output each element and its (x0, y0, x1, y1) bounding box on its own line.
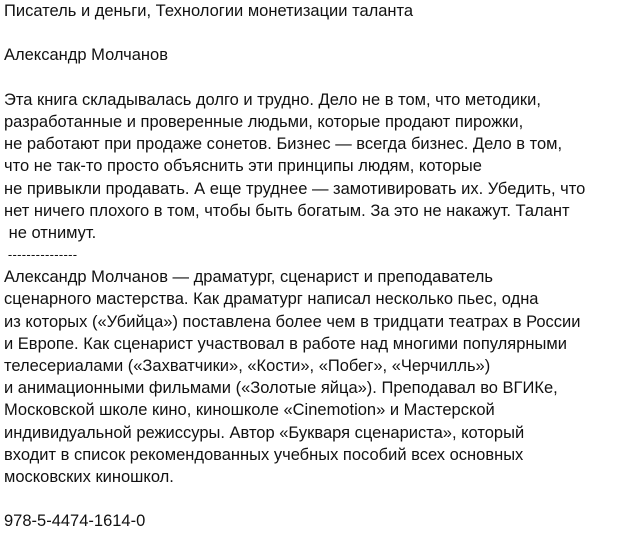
spacer (4, 22, 629, 44)
author-bio-paragraph (4, 266, 629, 488)
bio-line: индивидуальной режиссуры. Автор «Букваря сценариста», который (4, 423, 525, 442)
annotation-line: Эта книга складывалась долго и трудно. Дело не в том, что методики, (4, 90, 541, 109)
bio-line: и Европе. Как сценарист участвовал в работе над многими популярными (4, 334, 567, 353)
bio-line: Александр Молчанов — драматург, сценарист и преподаватель (4, 268, 493, 287)
book-author: Александр Молчанов (4, 46, 168, 65)
bio-line: входит в список рекомендованных учебных пособий всех основных (4, 445, 524, 464)
spacer (4, 67, 629, 89)
bio-line: московских киношкол. (4, 468, 174, 487)
document-body (4, 0, 629, 533)
bio-line: телесериалами («Захватчики», «Кости», «Побег», «Черчилль») (4, 357, 491, 376)
bio-line: и анимационными фильмами («Золотые яйца»). Преподавал во ВГИКе, (4, 379, 558, 398)
section-separator: --------------- (4, 247, 78, 263)
annotation-paragraph (4, 89, 629, 244)
annotation-line: не привыкли продавать. А еще труднее — замотивировать их. Убедить, что (4, 179, 586, 198)
annotation-line: не работают при продаже сонетов. Бизнес — всегда бизнес. Дело в том, (4, 135, 563, 154)
spacer (4, 488, 629, 510)
annotation-line: разработанные и проверенные людьми, которые продают пирожки, (4, 112, 524, 131)
bio-line: из которых («Убийца») поставлена более чем в тридцати театрах в России (4, 312, 581, 331)
annotation-line: что не так-то просто объяснить эти принципы людям, которые (4, 157, 482, 176)
annotation-line: нет ничего плохого в том, чтобы быть богатым. За это не накажут. Талант (4, 201, 570, 220)
book-title: Писатель и деньги, Технологии монетизации таланта (4, 2, 414, 20)
bio-line: Московской школе кино, киношколе «Cinemotion» и Мастерской (4, 401, 495, 420)
isbn: 978-5-4474-1614-0 (4, 512, 146, 531)
bio-line: сценарного мастерства. Как драматург написал несколько пьес, одна (4, 290, 539, 309)
annotation-line: не отнимут. (4, 224, 97, 242)
